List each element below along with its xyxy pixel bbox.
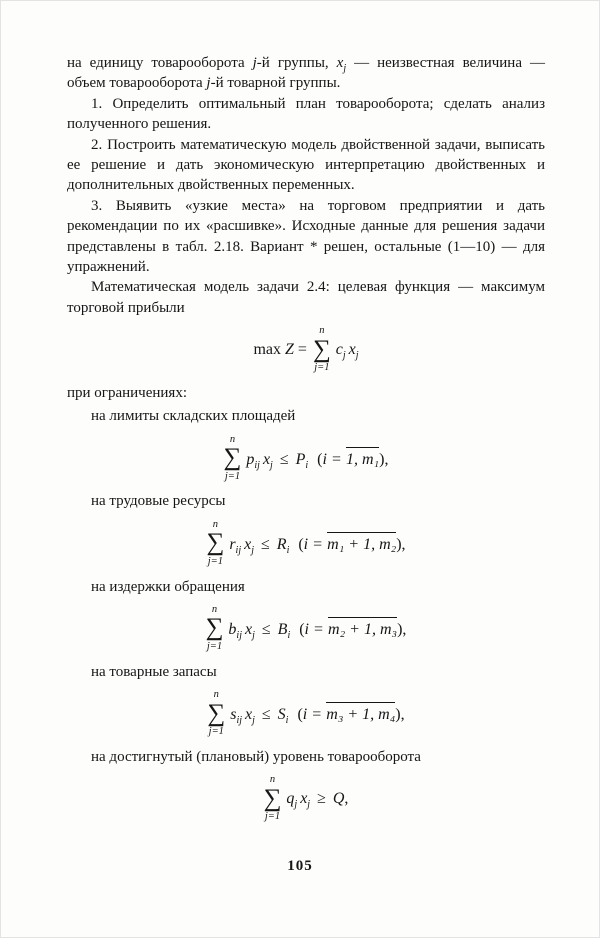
coefficient-subscript: ij: [236, 715, 242, 727]
constraint-formula-storage: [67, 435, 545, 483]
page-number: 105: [287, 858, 313, 874]
turnover-formula: [67, 775, 545, 823]
variable-subscript: j: [307, 799, 311, 811]
text-run: -й товарной группы.: [210, 75, 341, 92]
objective-prefix: [253, 339, 306, 361]
paragraph-task-3: 3. Выявить «узкие места» на торговом предприятии и дать рекомендации по их «расшивке». Исходные данные для решения задачи представлены в табл. 2.18. Вариант * решен, остальные (1—10) — для упражнений.: [67, 197, 545, 275]
text-run: — неизвестная величина — объем товарооборота: [67, 55, 545, 92]
sum-upper-limit: n: [213, 689, 219, 701]
bound-symbol: Q: [332, 790, 345, 808]
bound-subscript: i: [305, 459, 309, 471]
index-symbol: i: [303, 535, 309, 553]
coefficient-subscript: j: [294, 799, 298, 811]
index-range-overline: m₃ + 1, m₄: [326, 702, 395, 726]
paren-open: (: [317, 450, 323, 468]
coefficient-symbol: q: [286, 790, 295, 808]
coefficient-subscript: ij: [254, 459, 260, 471]
coefficient-symbol: r: [229, 535, 236, 553]
index-condition: [298, 536, 405, 553]
bound-symbol: R: [276, 535, 287, 553]
relation-symbol: ≤: [261, 706, 271, 724]
max-operator: max: [253, 341, 281, 359]
relation-symbol: ≤: [261, 620, 271, 638]
variable-x: x: [336, 55, 344, 71]
variable-subscript: j: [270, 459, 273, 471]
constraint-expression: [230, 702, 404, 726]
constraint-expression: [229, 532, 405, 556]
index-condition: [299, 621, 406, 638]
constraint-label-labor: на трудовые ресурсы: [91, 493, 226, 510]
paren-open: (: [298, 535, 304, 553]
variable-subscript: j: [252, 629, 255, 641]
objective-variable-z: Z: [285, 341, 294, 359]
sum-upper-limit: n: [211, 603, 218, 615]
summation-symbol: [206, 605, 224, 653]
relation-symbol: ≤: [261, 535, 270, 553]
paren-open: (: [297, 706, 303, 724]
text-run: на единицу товарооборота: [67, 55, 253, 71]
index-symbol: i: [322, 450, 327, 468]
bound-subscript: i: [285, 715, 289, 727]
equals-symbol: =: [314, 620, 324, 638]
summation-symbol: [206, 520, 224, 568]
equals-symbol: =: [312, 706, 322, 724]
coefficient-c: c: [335, 341, 343, 359]
bound-symbol: P: [295, 450, 306, 468]
variable-j: j: [252, 55, 257, 71]
coefficient-subscript: ij: [236, 629, 242, 641]
index-range-overline: m₂ + 1, m₃: [328, 617, 397, 641]
summation-symbol: [224, 435, 242, 483]
sum-lower-limit: j=1: [314, 362, 330, 374]
coefficient-symbol: p: [246, 450, 255, 468]
constraint-formula-costs: [67, 605, 545, 653]
index-symbol: i: [302, 706, 308, 724]
paragraph-task-2: 2. Построить математическую модель двойственной задачи, выписать ее решение и дать экономическую интерпретацию двойственных и дополнительных двойственных переменных.: [67, 136, 545, 194]
objective-formula: [67, 326, 545, 374]
sigma-glyph: ∑: [207, 699, 226, 727]
coefficient-symbol: b: [228, 620, 237, 638]
sigma-glyph: ∑: [206, 529, 225, 557]
index-condition: [297, 706, 404, 723]
sum-lower-limit: j=1: [208, 726, 224, 738]
equals-symbol: =: [297, 341, 307, 359]
text-run: -й группы,: [256, 55, 337, 71]
constraint-label-stocks: на товарные запасы: [91, 663, 217, 680]
constraint-formula-labor: [67, 520, 545, 568]
variable-symbol: x: [244, 620, 253, 638]
variable-x-subscript: j: [343, 63, 347, 74]
coefficient-c-subscript: j: [342, 350, 346, 362]
paragraph-intro: [67, 53, 545, 94]
constraint-label-turnover: на достигнутый (плановый) уровень товарооборота: [91, 748, 421, 765]
constraint-formula-stocks: [67, 690, 545, 738]
turnover-expression: [286, 788, 348, 810]
equals-symbol: =: [331, 450, 341, 468]
paren-close: ),: [379, 450, 389, 468]
sum-upper-limit: n: [319, 325, 325, 337]
sigma-glyph: ∑: [223, 444, 242, 472]
comma: ,: [344, 790, 349, 808]
constraint-label-storage: на лимиты складских площадей: [91, 408, 296, 425]
sum-upper-limit: n: [269, 774, 276, 786]
equals-symbol: =: [313, 535, 323, 553]
sigma-glyph: ∑: [312, 335, 331, 363]
constraint-expression: [228, 617, 406, 641]
sigma-glyph: ∑: [205, 614, 224, 642]
paren-open: (: [299, 620, 305, 638]
index-condition: [317, 451, 388, 468]
paren-close: ),: [397, 620, 407, 638]
coefficient-symbol: s: [230, 706, 237, 724]
variable-symbol: x: [300, 790, 308, 808]
bound-symbol: B: [277, 620, 288, 638]
paragraph-constraints-intro: при ограничениях:: [67, 384, 187, 401]
sigma-glyph: ∑: [263, 784, 282, 812]
bound-symbol: S: [277, 706, 286, 724]
bound-subscript: i: [287, 629, 291, 641]
variable-x: x: [348, 341, 356, 359]
variable-j: j: [206, 75, 211, 92]
paragraph-task-1: 1. Определить оптимальный план товарооборота; сделать анализ полученного решения.: [67, 95, 545, 133]
index-range-overline: m₁ + 1, m₂: [327, 532, 396, 556]
sum-lower-limit: j=1: [224, 470, 241, 482]
sum-lower-limit: j=1: [264, 811, 281, 823]
constraint-expression: [246, 447, 388, 471]
variable-symbol: x: [245, 706, 253, 724]
summation-symbol: [207, 690, 225, 738]
paren-close: ),: [396, 535, 406, 553]
sum-upper-limit: n: [229, 433, 236, 445]
variable-x-subscript: j: [355, 350, 359, 362]
objective-expression: [336, 339, 359, 361]
sum-lower-limit: j=1: [206, 641, 223, 653]
variable-subscript: j: [252, 715, 255, 727]
summation-symbol: [264, 775, 282, 823]
coefficient-subscript: ij: [235, 544, 242, 556]
summation-symbol: [313, 326, 331, 374]
bound-subscript: i: [286, 544, 290, 556]
sum-lower-limit: j=1: [207, 556, 224, 567]
paren-close: ),: [395, 706, 405, 724]
sum-upper-limit: n: [212, 518, 219, 530]
variable-symbol: x: [244, 535, 252, 553]
paragraph-model-intro: Математическая модель задачи 2.4: целевая функция — максимум торговой прибыли: [67, 279, 545, 316]
variable-subscript: j: [251, 544, 254, 556]
index-range-overline: 1, m₁: [346, 447, 379, 471]
constraint-label-costs: на издержки обращения: [91, 578, 245, 595]
text-block: [67, 53, 545, 832]
relation-symbol: ≥: [317, 790, 326, 808]
relation-symbol: ≤: [279, 450, 289, 468]
variable-symbol: x: [262, 450, 271, 468]
index-symbol: i: [304, 620, 309, 638]
